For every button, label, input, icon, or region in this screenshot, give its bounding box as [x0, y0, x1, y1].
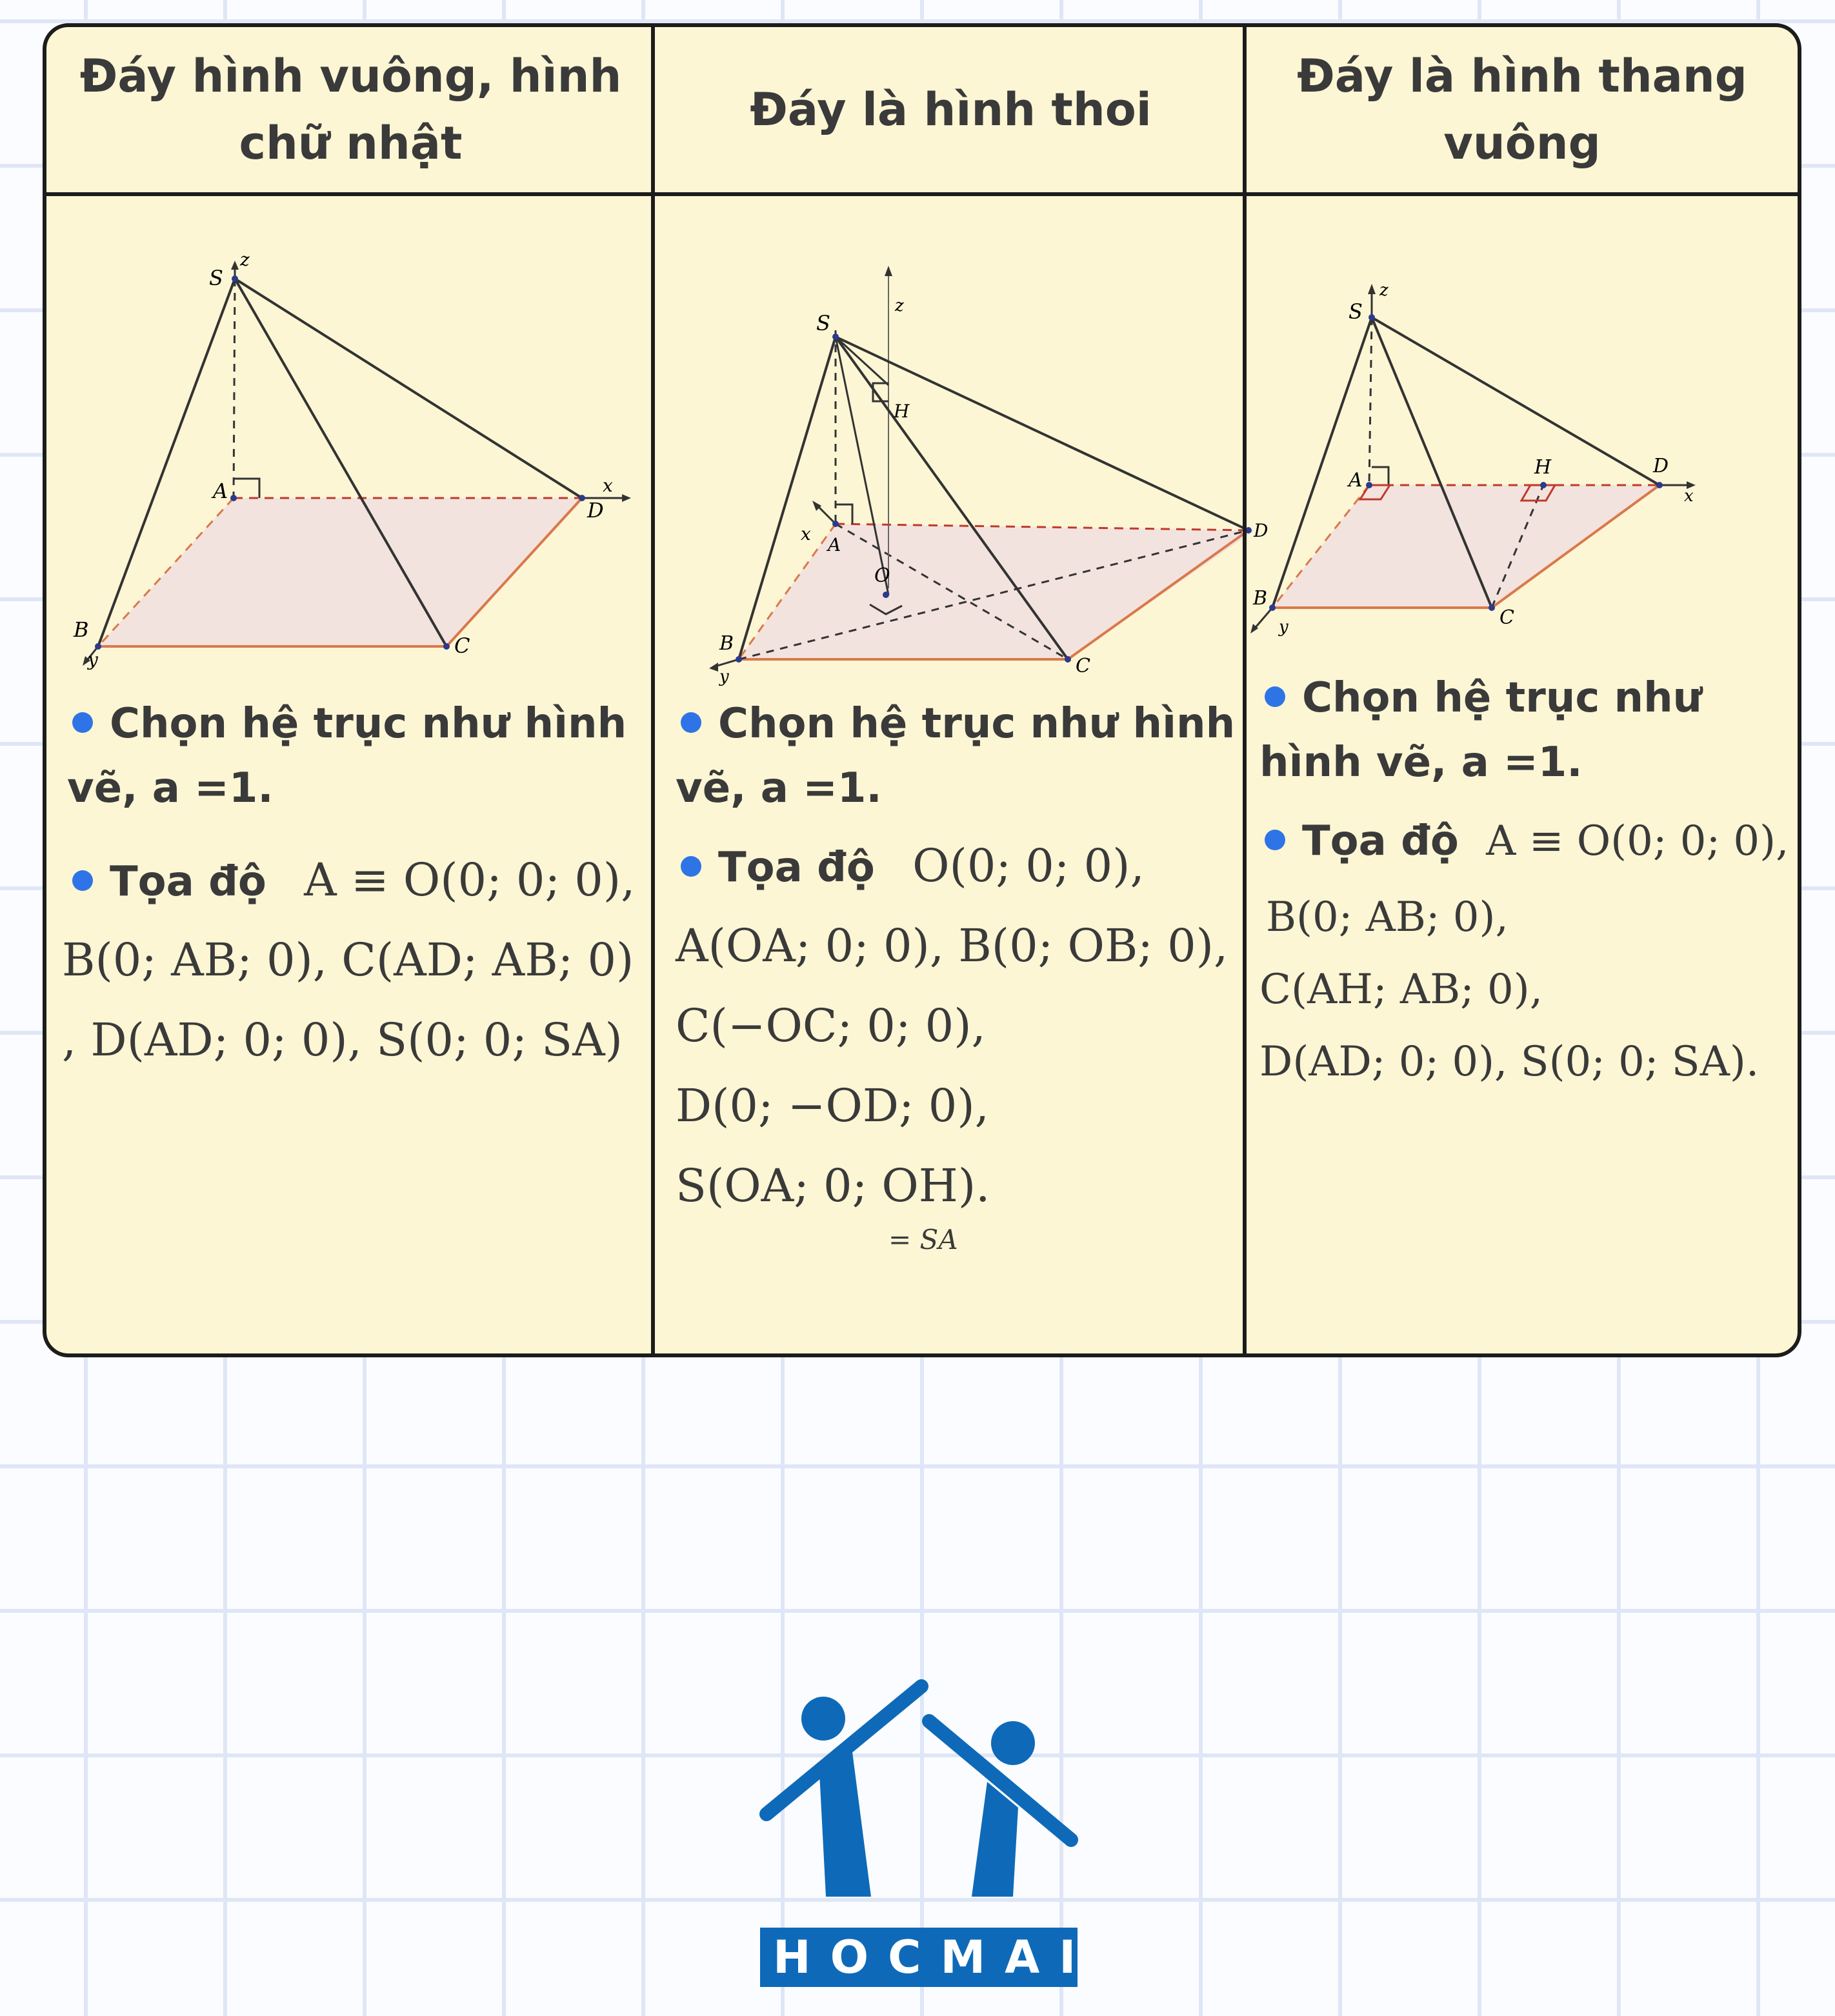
- hocmai-wordmark: HOCMAI: [760, 1928, 1078, 1987]
- column-square-base: [46, 27, 655, 1353]
- pyramid-square-figure: [46, 221, 655, 685]
- bullet-dot: [1265, 686, 1285, 707]
- label-S: S: [816, 311, 830, 335]
- coord-line: B(0; AB; 0), C(AD; AB; 0): [62, 933, 634, 986]
- pyramid-rhombus-figure: [655, 246, 1268, 698]
- label-A: A: [213, 479, 228, 503]
- label-z: z: [240, 249, 250, 270]
- header-line: Đáy hình vuông, hình: [79, 50, 622, 103]
- label-S: S: [209, 266, 223, 290]
- label-C: C: [1499, 606, 1514, 629]
- coord-line: , D(AD; 0; 0), S(0; 0; SA): [62, 1013, 623, 1066]
- coord-line: D(0; −OD; 0),: [676, 1079, 989, 1132]
- header-line: Đáy là hình thoi: [750, 83, 1152, 136]
- bullet-coordinates: Tọa độ A ≡ O(0; 0; 0),: [67, 840, 648, 920]
- comparison-table: [43, 23, 1801, 1357]
- column-text: [676, 692, 1240, 1255]
- label-z: z: [1379, 281, 1389, 300]
- column-header: [46, 27, 655, 192]
- label-H: H: [894, 401, 910, 422]
- header-line: Đáy là hình thang: [1297, 50, 1747, 103]
- coord-line: D(AD; 0; 0), S(0; 0; SA).: [1259, 1038, 1760, 1086]
- bullet-axes: Chọn hệ trục như hình vẽ, a =1.: [1259, 674, 1703, 786]
- coord-line: A(OA; 0; 0), B(0; OB; 0),: [676, 919, 1228, 972]
- label-D: D: [1254, 520, 1268, 541]
- label-H: H: [1534, 456, 1552, 479]
- label-x: x: [1684, 486, 1694, 506]
- bullet-coordinates: Tọa độ O(0; 0; 0),: [676, 826, 1240, 906]
- label-x: x: [801, 523, 811, 544]
- label-D: D: [587, 498, 604, 523]
- pyramid-trapezoid-figure: [1247, 246, 1798, 672]
- underbrace-label: = SA: [888, 1224, 958, 1255]
- label-D: D: [1653, 455, 1669, 477]
- bullet-dot: [72, 870, 93, 891]
- label-y: y: [88, 649, 98, 670]
- label-C: C: [454, 634, 470, 658]
- label-y: y: [1279, 617, 1289, 637]
- label-x: x: [603, 475, 613, 496]
- label-C: C: [1076, 655, 1090, 677]
- column-text: [62, 692, 648, 1080]
- label-B: B: [1253, 587, 1268, 610]
- column-header: [655, 27, 1247, 192]
- bullet-dot: [1265, 830, 1285, 850]
- coord-line: C(−OC; 0; 0),: [676, 999, 986, 1052]
- header-divider: [46, 192, 1798, 196]
- bullet-dot: [681, 712, 701, 733]
- label-y: y: [719, 667, 729, 686]
- column-trapezoid-base: [1247, 27, 1798, 1353]
- label-A: A: [1349, 469, 1363, 492]
- label-B: B: [719, 632, 734, 655]
- bullet-axes: Chọn hệ trục như hình vẽ, a =1.: [67, 700, 627, 812]
- label-B: B: [74, 617, 89, 642]
- bullet-coordinates: Tọa độ A ≡ O(0; 0; 0),: [1259, 801, 1791, 881]
- header-line: chữ nhật: [239, 117, 463, 170]
- label-O: O: [874, 564, 890, 587]
- coord-line: B(0; AB; 0),: [1266, 893, 1509, 941]
- bullet-dot: [681, 856, 701, 877]
- label-S: S: [1349, 299, 1363, 324]
- label-z: z: [895, 296, 904, 315]
- bullet-axes: Chọn hệ trục như hình vẽ, a =1.: [676, 700, 1236, 812]
- coord-line: C(AH; AB; 0),: [1259, 966, 1543, 1013]
- bullet-dot: [72, 712, 93, 733]
- column-text: [1259, 666, 1791, 1098]
- column-header: [1247, 27, 1798, 192]
- label-A: A: [828, 534, 841, 555]
- header-line: vuông: [1443, 117, 1601, 170]
- coord-line: S(OA; 0; OH). = SA: [676, 1146, 1240, 1226]
- column-rhombus-base: [655, 27, 1268, 1353]
